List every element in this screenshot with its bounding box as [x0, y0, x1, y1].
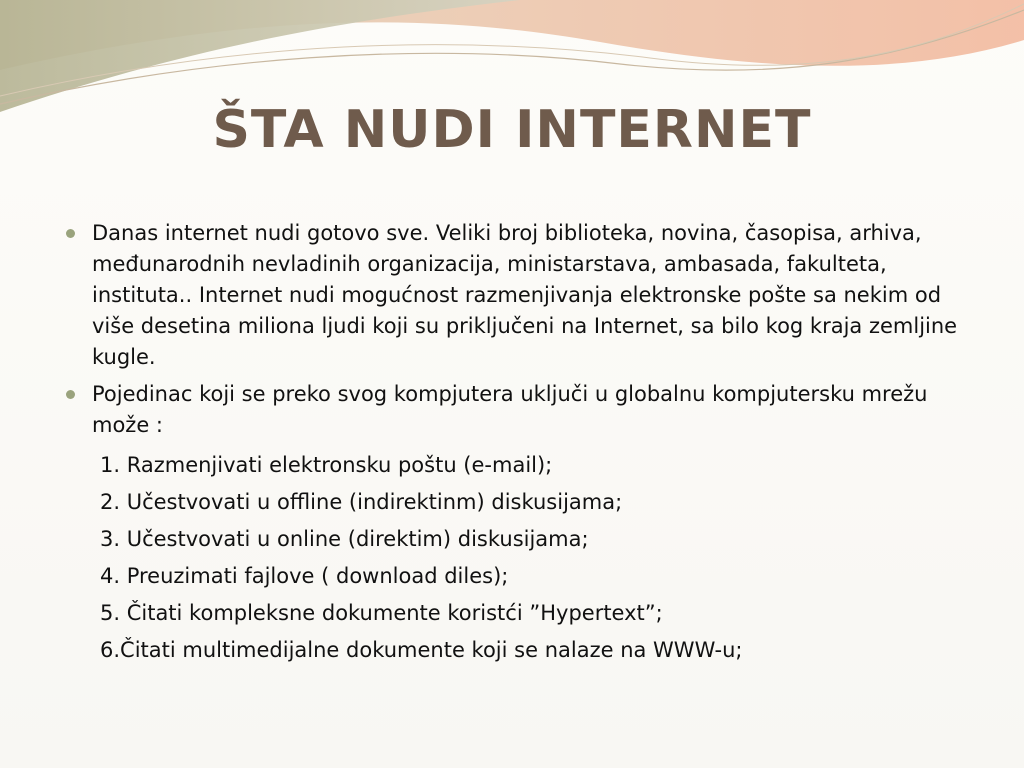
numbered-list [60, 447, 980, 669]
list-item: 2. Učestvovati u offline (indirektinm) diskusijama; [100, 490, 623, 514]
bullet-dot-icon [66, 229, 75, 238]
bullet-text: Pojedinac koji se preko svog kompjutera uključi u globalnu kompjutersku mrežu može : [92, 382, 928, 437]
list-item: 3. Učestvovati u online (direktim) diskusijama; [100, 527, 589, 551]
bullet-dot-icon [66, 390, 75, 399]
slide-content [60, 218, 980, 669]
bullet-item [60, 218, 980, 373]
list-item: 5. Čitati kompleksne dokumente koristći ”Hypertext”; [100, 601, 663, 625]
bullet-item [60, 379, 980, 441]
page-title: ŠTA NUDI INTERNET [212, 100, 812, 160]
list-item: 6.Čitati multimedijalne dokumente koji se nalaze na WWW-u; [100, 638, 743, 662]
list-item: 4. Preuzimati fajlove ( download diles); [100, 564, 509, 588]
bullet-text: Danas internet nudi gotovo sve. Veliki broj biblioteka, novina, časopisa, arhiva, međunarodnih nevladinih organizacija, ministarstava, ambasada, fakulteta, instituta.. Internet nudi mogućnost razmenjivanja elektronske pošte sa nekim od više desetina miliona ljudi koji su priključeni na Internet, sa bilo kog kraja zemljine kugle. [92, 221, 958, 369]
list-item: 1. Razmenjivati elektronsku poštu (e-mail); [100, 453, 553, 477]
